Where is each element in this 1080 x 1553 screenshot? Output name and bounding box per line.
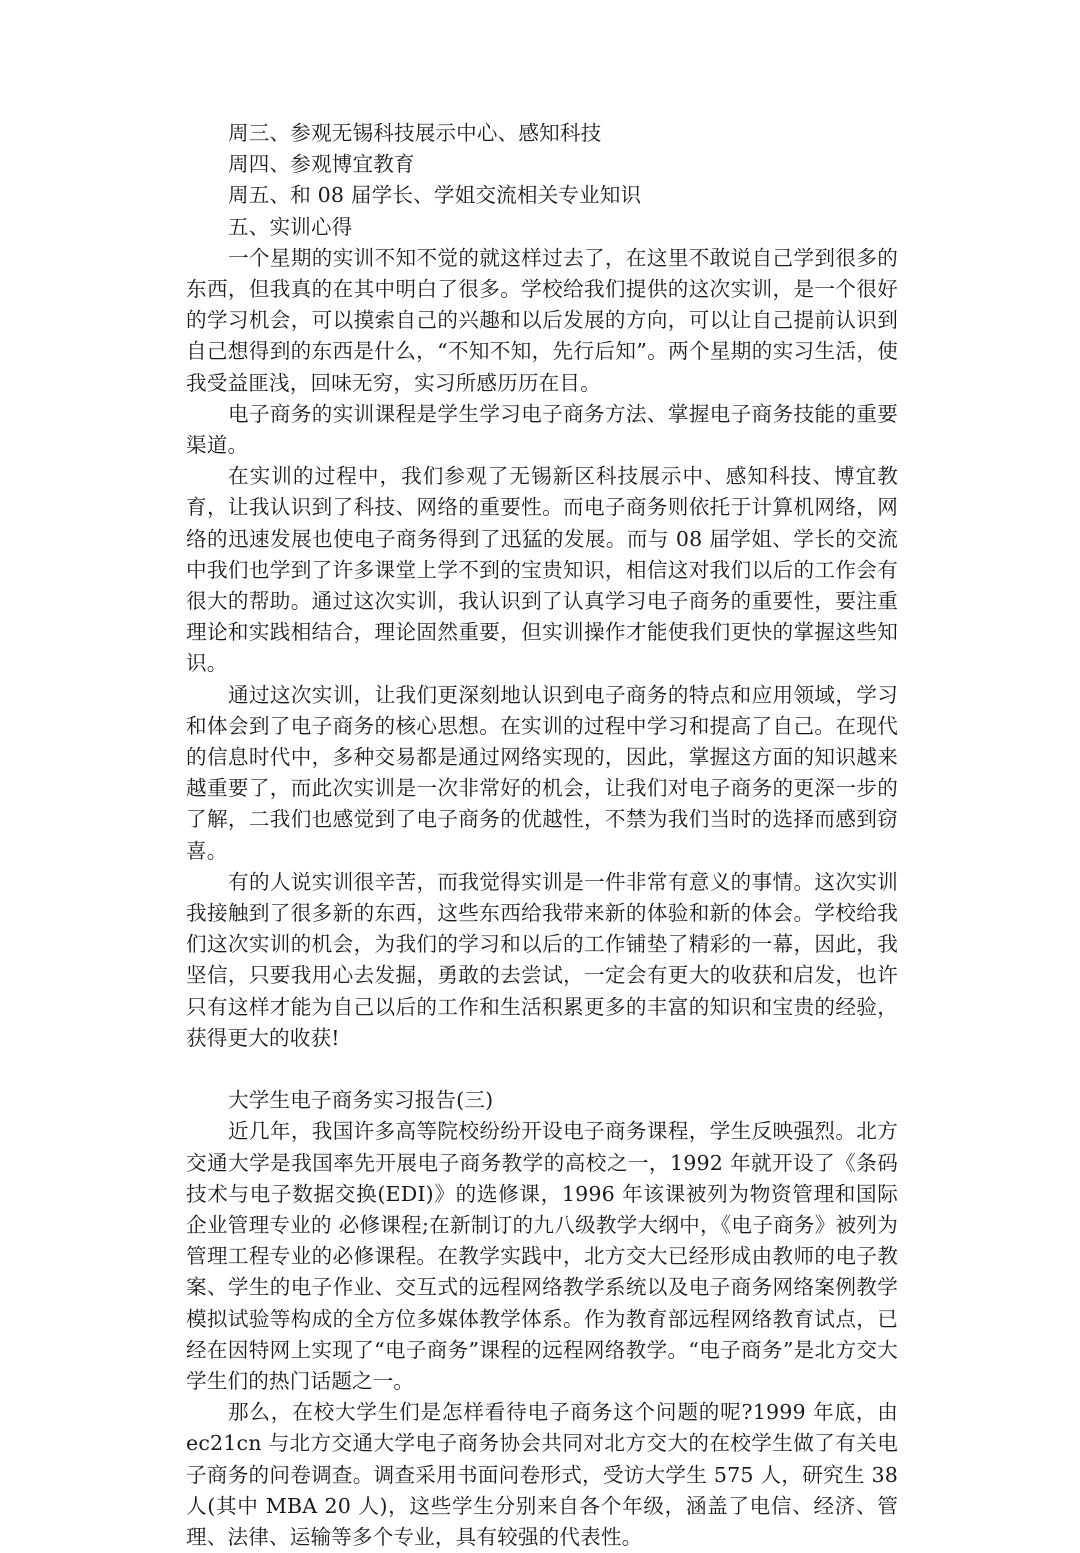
paragraph: 那么，在校大学生们是怎样看待电子商务这个问题的呢?1999 年底，由 ec21cn 与北方交通大学电子商务协会共同对北方交大的在校学生做了有关电子商务的问卷调查。调查采用书面问卷形式，受访大学生 575 人，研究生 38 人(其中 MBA 20 人)，这些学生分别来自各个年级，涵盖了电信、经济、管理、法律、运输等多个专业，具有较强的代表性。 [186, 1400, 898, 1549]
section-heading-training-reflection: 五、实训心得 [228, 214, 353, 239]
schedule-friday: 周五、和 08 届学长、学姐交流相关专业知识 [228, 183, 642, 208]
section-gap [186, 1054, 898, 1085]
paragraph: 通过这次实训，让我们更深刻地认识到电子商务的特点和应用领域，学习和体会到了电子商务的核心思想。在实训的过程中学习和提高了自己。在现代的信息时代中，多种交易都是通过网络实现的，因此，掌握这方面的知识越来越重要了，而此次实训是一次非常好的机会，让我们对电子商务的更深一步的了解，二我们也感觉到了电子商务的优越性，不禁为我们当时的选择而感到窃喜。 [186, 682, 898, 863]
paragraph: 电子商务的实训课程是学生学习电子商务方法、掌握电子商务技能的重要渠道。 [186, 401, 898, 458]
paragraph: 有的人说实训很辛苦，而我觉得实训是一件非常有意义的事情。这次实训我接触到了很多新的东西，这些东西给我带来新的体验和新的体会。学校给我们这次实训的机会，为我们的学习和以后的工作铺垫了精彩的一幕，因此，我坚信，只要我用心去发掘，勇敢的去尝试，一定会有更大的收获和启发，也许只有这样才能为自己以后的工作和生活积累更多的丰富的知识和宝贵的经验，获得更大的收获! [186, 869, 898, 1050]
paragraph: 一个星期的实训不知不觉的就这样过去了，在这里不敢说自己学到很多的东西，但我真的在其中明白了很多。学校给我们提供的这次实训，是一个很好的学习机会，可以摸索自己的兴趣和以后发展的方向，可以让自己提前认识到自己想得到的东西是什么，“不知不知，先行后知”。两个星期的实习生活，使我受益匪浅，回味无穷，实习所感历历在目。 [186, 245, 898, 395]
paragraph: 近几年，我国许多高等院校纷纷开设电子商务课程，学生反映强烈。北方交通大学是我国率先开展电子商务教学的高校之一，1992 年就开设了《条码技术与电子数据交换(EDI)》的选修课，1996 年该课被列为物资管理和国际企业管理专业的 必修课程;在新制订的九八级教学大纲中，《电子商务》被列为管理工程专业的必修课程。在教学实践中，北方交大已经形成由教师的电子教案、学生的电子作业、交互式的远程网络教学系统以及电子商务网络案例教学模拟试验等构成的全方位多媒体教学体系。作为教育部远程网络教育试点，已经在因特网上实现了“电子商务”课程的远程网络教学。“电子商务”是北方交大学生们的热门话题之一。 [186, 1119, 898, 1393]
schedule-wednesday: 周三、参观无锡科技展示中心、感知科技 [228, 121, 602, 145]
document-page [186, 118, 898, 1553]
paragraph: 在实训的过程中，我们参观了无锡新区科技展示中、感知科技、博宜教育，让我认识到了科技、网络的重要性。而电子商务则依托于计算机网络，网络的迅速发展也使电子商务得到了迅猛的发展。而与 08 届学姐、学长的交流中我们也学到了许多课堂上学不到的宝贵知识，相信这对我们以后的工作会有很大的帮助。通过这次实训，我认识到了认真学习电子商务的重要性，要注重理论和实践相结合，理论固然重要，但实训操作才能使我们更快的掌握这些知识。 [186, 464, 898, 676]
schedule-thursday: 周四、参观博宜教育 [228, 152, 415, 177]
section-title: 大学生电子商务实习报告(三) [228, 1088, 494, 1113]
